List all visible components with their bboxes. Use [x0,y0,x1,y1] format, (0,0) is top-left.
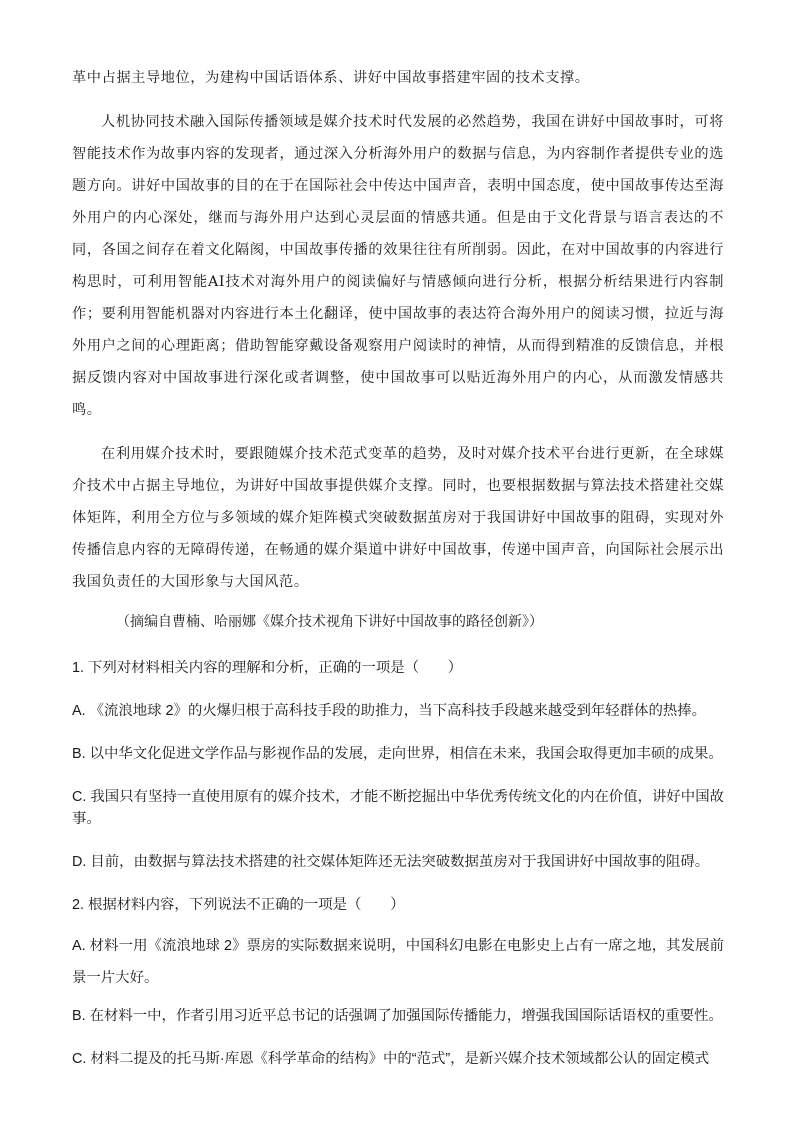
question-2-option-c: C. 材料二提及的托马斯·库恩《科学革命的结构》中的“范式”，是新兴媒介技术领域都公认的固定模式 [72,1051,710,1067]
question-1-stem: 1. 下列对材料相关内容的理解和分析，正确的一项是（ ） [72,660,463,676]
question-2-stem: 2. 根据材料内容，下列说法不正确的一项是（ ） [72,897,405,913]
material-paragraph-1: 革中占据主导地位，为建构中国话语体系、讲好中国故事搭建牢固的技术支撑。 [72,70,590,86]
paragraph-gap [72,426,724,438]
paragraph-gap [72,94,724,106]
question-2-option-b: B. 在材料一中，作者引用习近平总书记的话强调了加强国际传播能力，增强我国国际话语权的重要性。 [72,1008,723,1024]
material-source: （摘编自曹楠、哈丽娜《媒介技术视角下讲好中国故事的路径创新》） [116,614,543,630]
question-1-option-b: B. 以中华文化促进文学作品与影视作品的发展，走向世界，相信在未来，我国会取得更加丰硕的成果。 [72,746,723,762]
material-paragraph-3: 在利用媒介技术时，要跟随媒介技术范式变革的趋势，及时对媒介技术平台进行更新，在全球媒介技术中占据主导地位，为讲好中国故事提供媒介支撑。同时，也要根据数据与算法技术搭建社交媒体矩阵，利用全方位与多领域的媒介矩阵模式突破数据茧房对于我国讲好中国故事的阻碍，实现对外传播信息内容的无障碍传递，在畅通的媒介渠道中讲好中国故事，传递中国声音，向国际社会展示出我国负责任的大国形象与大国风范。 [72,446,724,590]
question-2-option-a: A. 材料一用《流浪地球 2》票房的实际数据来说明，中国科幻电影在电影史上占有一席之地，其发展前景一片大好。 [72,938,724,986]
question-1-option-d: D. 目前，由数据与算法技术搭建的社交媒体矩阵还无法突破数据茧房对于我国讲好中国故事的阻碍。 [72,854,710,870]
question-1-option-a: A. 《流浪地球 2》的火爆归根于高科技手段的助推力，当下高科技手段越来越受到年轻群体的热捧。 [72,703,707,719]
question-1-option-c: C. 我国只有坚持一直使用原有的媒介技术，才能不断挖掘出中华优秀传统文化的内在价值，讲好中国故事。 [72,789,724,827]
material-paragraph-2: 人机协同技术融入国际传播领域是媒介技术时代发展的必然趋势，我国在讲好中国故事时，可将智能技术作为故事内容的发现者，通过深入分析海外用户的数据与信息，为内容制作者提供专业的选题方向。讲好中国故事的目的在于在国际社会中传达中国声音，表明中国态度，使中国故事传达至海外用户的内心深处，继而与海外用户达到心灵层面的情感共通。但是由于文化背景与语言表达的不同，各国之间存在着文化隔阂，中国故事传播的效果往往有所削弱。因此，在对中国故事的内容进行构思时，可利用智能AI技术对海外用户的阅读偏好与情感倾向进行分析，根据分析结果进行内容制作；要利用智能机器对内容进行本土化翻译，使中国故事的表达符合海外用户的阅读习惯，拉近与海外用户之间的心理距离；借助智能穿戴设备观察用户阅读时的神情，从而得到精准的反馈信息，并根据反馈内容对中国故事进行深化或者调整，使中国故事可以贴近海外用户的内心，从而激发情感共鸣。 [72,114,724,418]
